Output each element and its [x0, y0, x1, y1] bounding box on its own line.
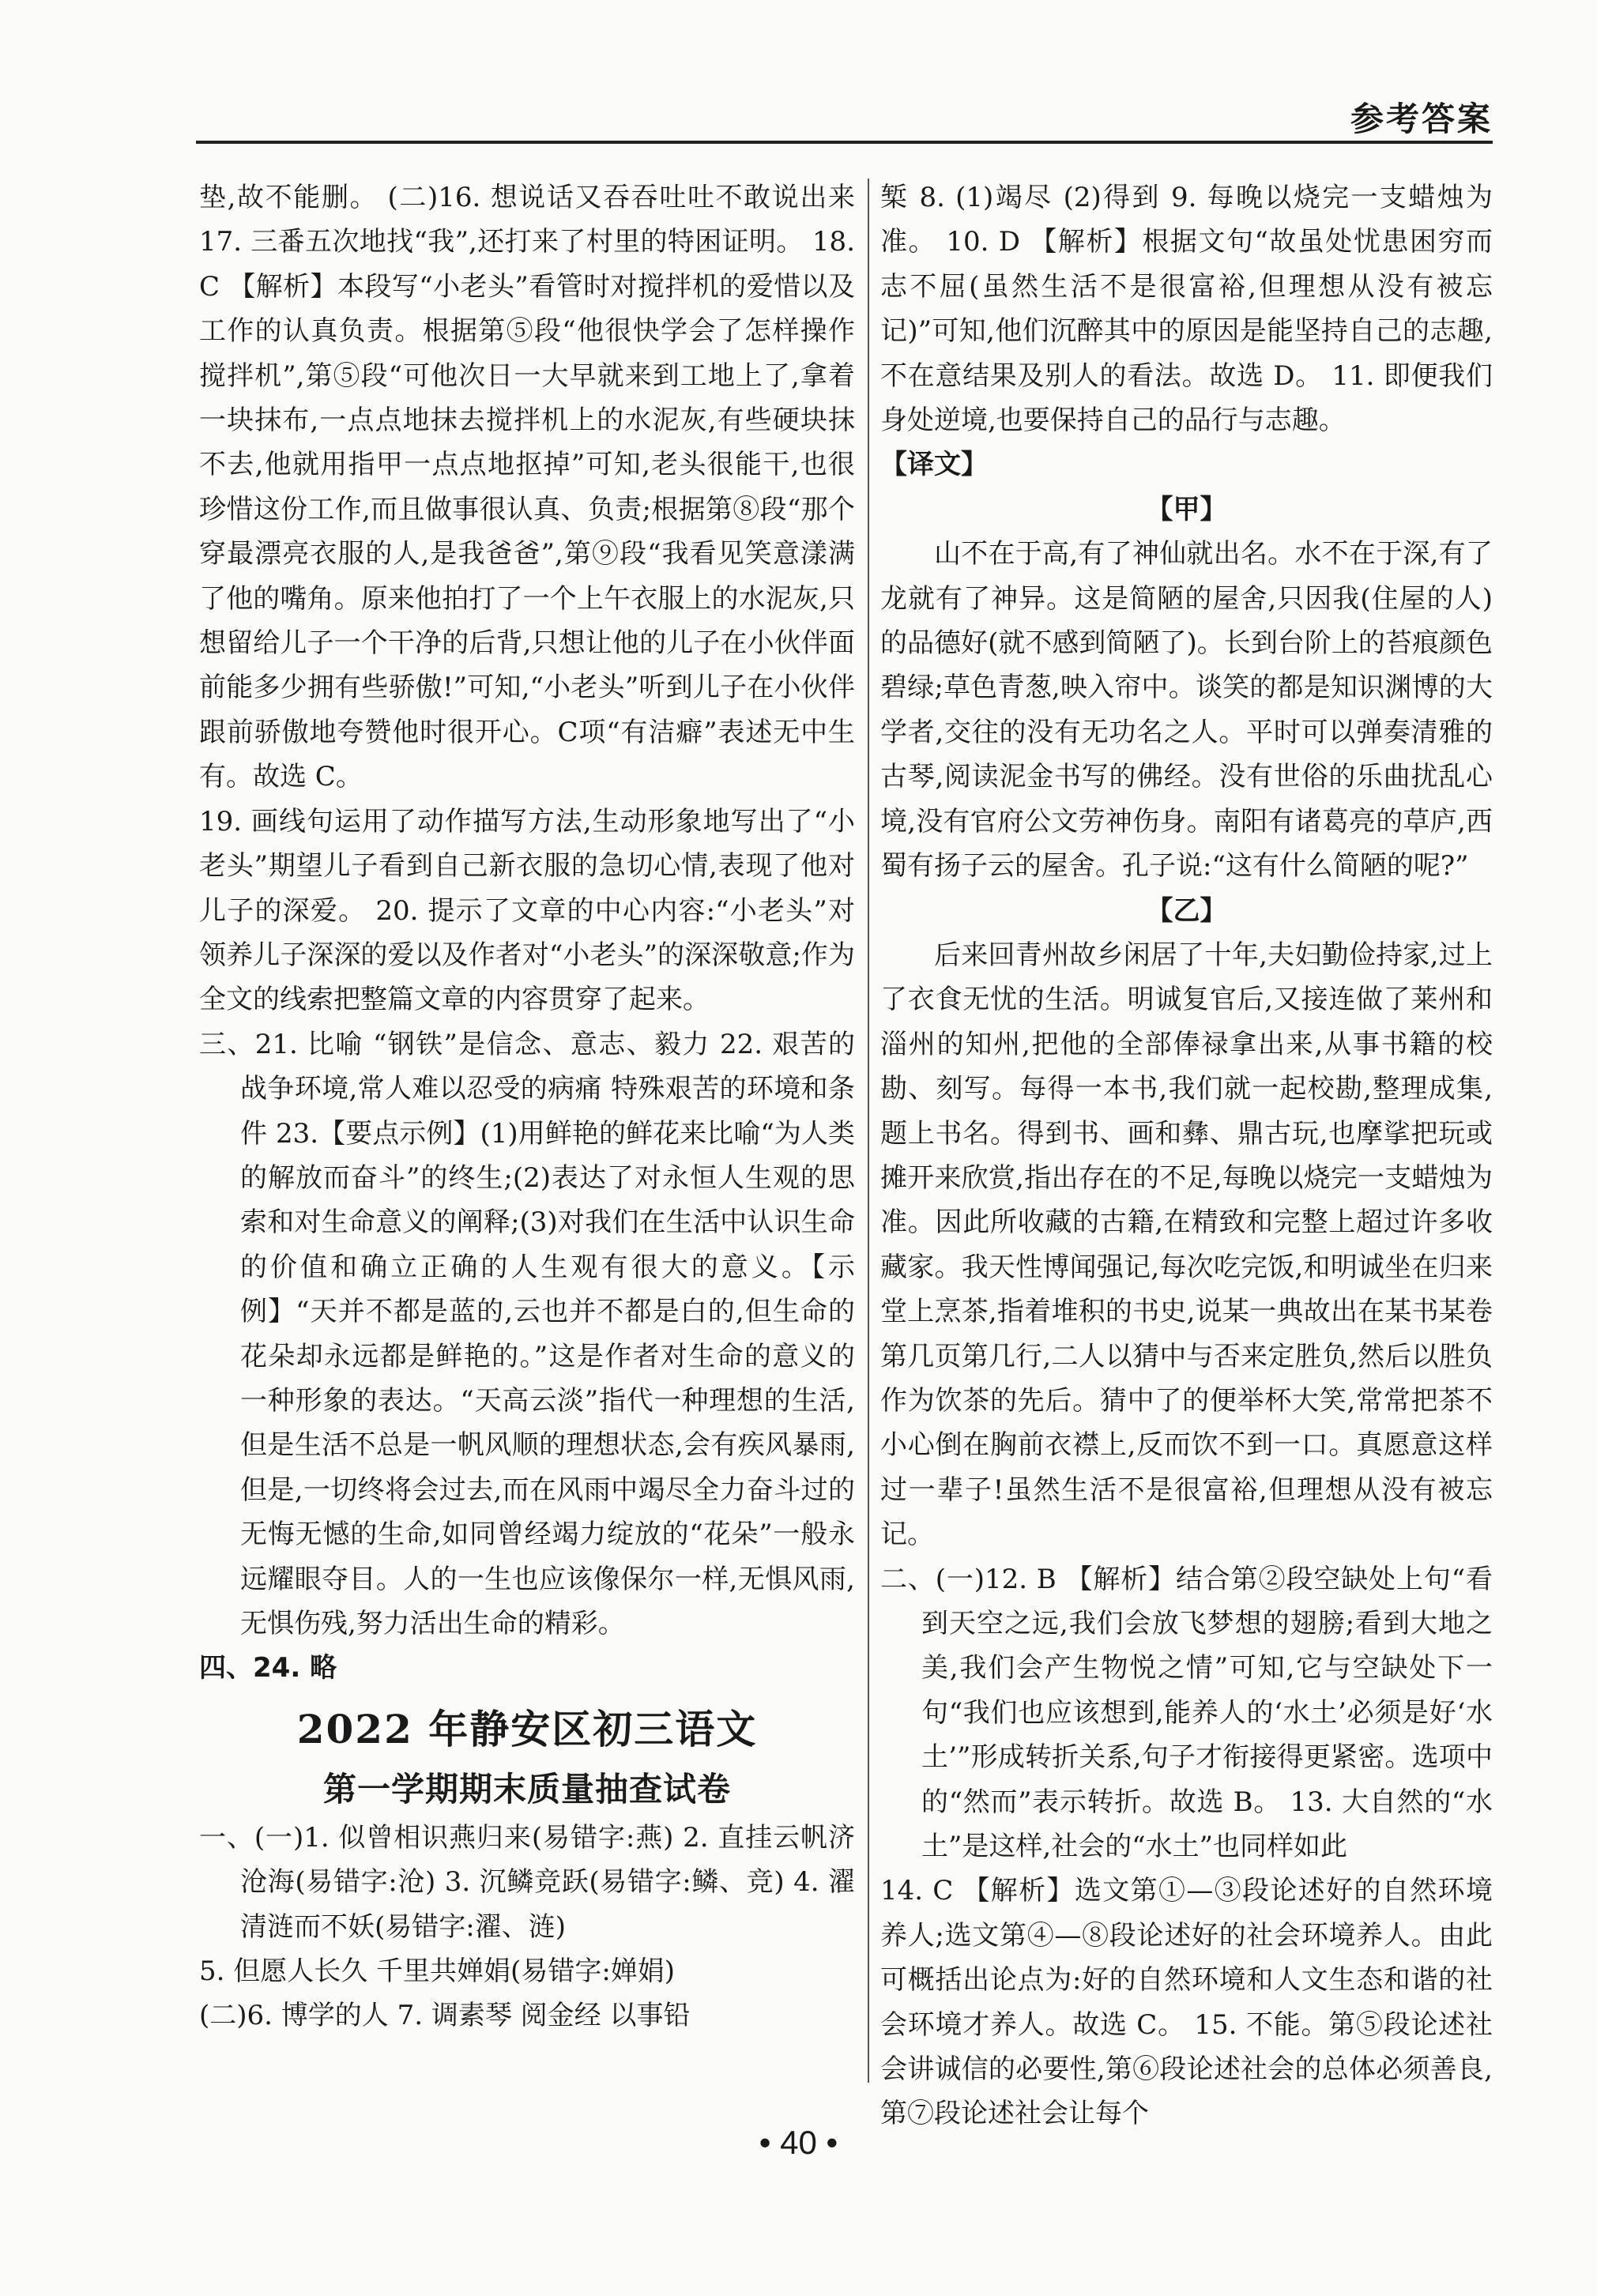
right-column: [880, 175, 1493, 2136]
translation-paragraph: 后来回青州故乡闲居了十年,夫妇勤俭持家,过上了衣食无忧的生活。明诚复官后,又接连做了莱州和淄州的知州,把他的全部俸禄拿出来,从事书籍的校勘、刻写。每得一本书,我们就一起校勘,整理成集,题上书名。得到书、画和彝、鼎古玩,也摩挲把玩或摊开来欣赏,指出存在的不足,每晚以烧完一支蜡烛为准。因此所收藏的古籍,在精致和完整上超过许多收藏家。我天性博闻强记,每次吃完饭,和明诚坐在归来堂上烹茶,指着堆积的书史,说某一典故出在某书某卷第几页第几行,二人以猜中与否来定胜负,然后以胜负作为饮茶的先后。猜中了的便举杯大笑,常常把茶不小心倒在胸前衣襟上,反而饮不到一口。真愿意这样过一辈子!虽然生活不是很富裕,但理想从没有被忘记。: [880, 939, 1493, 1551]
answer-paragraph: 三、21. 比喻 “钢铁”是信念、意志、毅力 22. 艰苦的战争环境,常人难以忍受的病痛 特殊艰苦的环境和条件 23.【要点示例】(1)用鲜艳的鲜花来比喻“为人类的解放而奋斗”的终生;(2)表达了对永恒人生观的思索和对生命意义的阐释;(3)对我们在生活中认识生命的价值和确立正确的人生观有很大的意义。【示例】“天并不都是蓝的,云也并不都是白的,但生命的花朵却永远都是鲜艳的。”这是作者对生命的意义的一种形象的表达。“天高云淡”指代一种理想的生活,但是生活不总是一帆风顺的理想状态,会有疾风暴雨,但是,一切终将会过去,而在风雨中竭尽全力奋斗过的无悔无憾的生命,如同曾经竭力绽放的“花朵”一般永远耀眼夺目。人的一生也应该像保尔一样,无惧风雨,无惧伤残,努力活出生命的精彩。: [199, 1028, 855, 1639]
jia-label: 【甲】: [1146, 493, 1227, 525]
answer-paragraph: 椠 8. (1)竭尽 (2)得到 9. 每晚以烧完一支蜡烛为准。 10. D 【解析】根据文句“故虽处忧患困穷而志不屈(虽然生活不是很富裕,但理想从没有被忘记)”可知,他们沉醉其中的原因是能坚持自己的志趣,不在意结果及别人的看法。故选 D。 11. 即便我们身处逆境,也要保持自己的品行与志趣。: [880, 182, 1493, 437]
answer-paragraph: 14. C 【解析】选文第①—③段论述好的自然环境养人;选文第④—⑧段论述好的社会环境养人。由此可概括出论点为:好的自然环境和人文生态和谐的社会环境才养人。故选 C。 15. 不能。第⑤段论述社会讲诚信的必要性,第⑥段论述社会的总体必须善良,第⑦段论述社会让每个: [880, 1875, 1493, 2130]
yi-label: 【乙】: [1146, 894, 1227, 927]
exam-subtitle: 第一学期期末质量抽查试卷: [322, 1769, 731, 1809]
exam-title: 2022 年静安区初三语文: [296, 1705, 758, 1752]
answer-paragraph: 5. 但愿人长久 千里共婵娟(易错字:婵娟): [199, 1955, 676, 1988]
answer-paragraph: 19. 画线句运用了动作描写方法,生动形象地写出了“小老头”期望儿子看到自己新衣服的急切心情,表现了他对儿子的深爱。 20. 提示了文章的中心内容:“小老头”对领养儿子深深的爱以及作者对“小老头”的深深敬意;作为全文的线索把整篇文章的内容贯穿了起来。: [199, 805, 855, 1016]
answer-paragraph: (二)6. 博学的人 7. 调素琴 阅金经 以事铅: [199, 2000, 691, 2032]
translation-paragraph: 山不在于高,有了神仙就出名。水不在于深,有了龙就有了神异。这是简陋的屋舍,只因我(住屋的人)的品德好(就不感到简陋了)。长到台阶上的苔痕颜色碧绿;草色青葱,映入帘中。谈笑的都是知识渊博的大学者,交往的没有无功名之人。平时可以弹奏清雅的古琴,阅读泥金书写的佛经。没有世俗的乐曲扰乱心境,没有官府公文劳神伤身。南阳有诸葛亮的草庐,西蜀有扬子云的屋舍。孔子说:“这有什么简陋的呢?”: [880, 538, 1493, 883]
answer-paragraph: 垫,故不能删。 (二)16. 想说话又吞吞吐吐不敢说出来 17. 三番五次地找“我”,还打来了村里的特困证明。 18. C 【解析】本段写“小老头”看管时对搅拌机的爱惜以及工作的认真负责。根据第⑤段“他很快学会了怎样操作搅拌机”,第⑤段“可他次日一大早就来到工地上了,拿着一块抹布,一点点地抹去搅拌机上的水泥灰,有些硬块抹不去,他就用指甲一点点地抠掉”可知,老头很能干,也很珍惜这份工作,而且做事很认真、负责;根据第⑧段“那个穿最漂亮衣服的人,是我爸爸”,第⑨段“我看见笑意漾满了他的嘴角。原来他拍打了一个上午衣服上的水泥灰,只想留给儿子一个干净的后背,只想让他的儿子在小伙伴面前能多少拥有些骄傲!”可知,“小老头”听到儿子在小伙伴跟前骄傲地夸赞他时很开心。C项“有洁癖”表述无中生有。故选 C。: [199, 182, 855, 793]
left-column: [199, 175, 855, 2038]
answer-paragraph: 一、(一)1. 似曾相识燕归来(易错字:燕) 2. 直挂云帆济沧海(易错字:沧) 3. 沉鳞竞跃(易错字:鳞、竞) 4. 濯清涟而不妖(易错字:濯、涟): [199, 1821, 855, 1943]
page-header-title: 参考答案: [1350, 100, 1493, 138]
answer-paragraph: 四、24. 略: [199, 1652, 337, 1684]
column-divider: [868, 179, 869, 2083]
answer-paragraph: 二、(一)12. B 【解析】结合第②段空缺处上句“看到天空之远,我们会放飞梦想的翅膀;看到大地之美,我们会产生物悦之情”可知,它与空缺处下一句“我们也应该想到,能养人的‘水土’必须是好‘水土’”形成转折关系,句子才衔接得更紧密。选项中的“然而”表示转折。故选 B。 13. 大自然的“水土”是这样,社会的“水土”也同样如此: [880, 1563, 1493, 1863]
translation-label: 【译文】: [880, 449, 988, 481]
header-divider: [196, 141, 1493, 144]
page-number: • 40 •: [759, 2124, 838, 2161]
